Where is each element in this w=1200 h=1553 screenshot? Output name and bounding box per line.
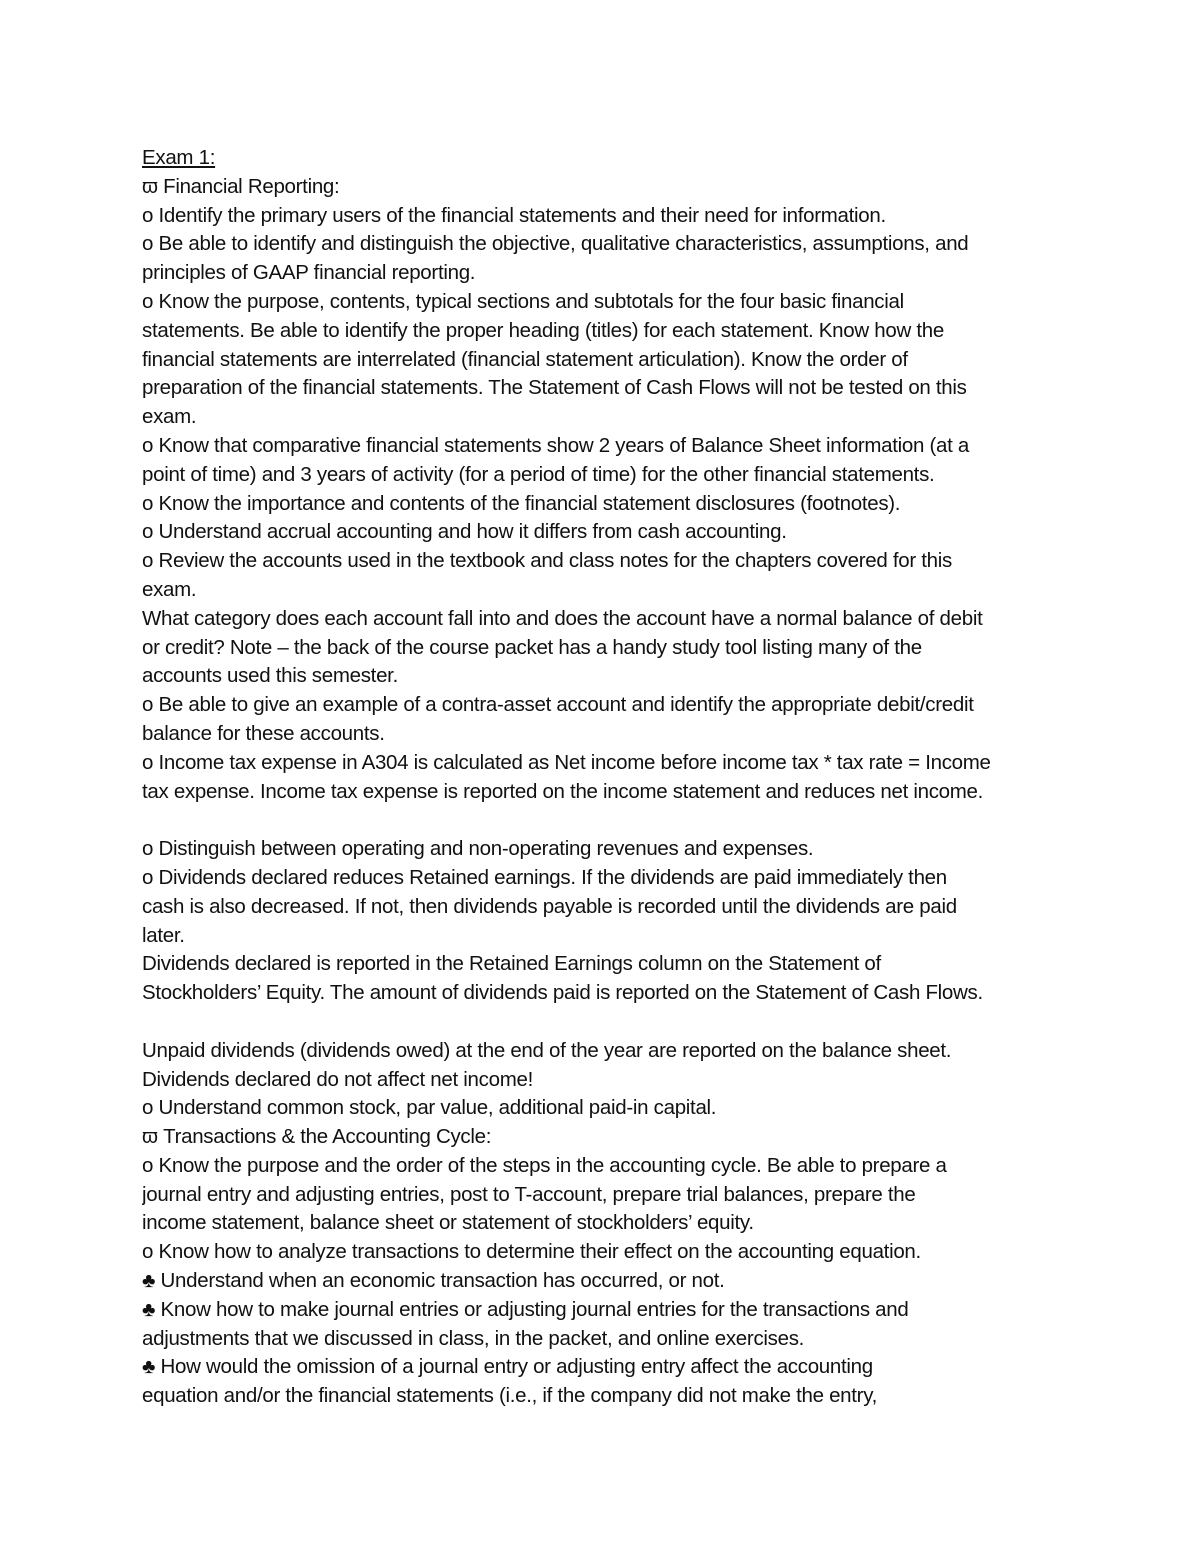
text-line: o Review the accounts used in the textbook and class notes for the chapters covered for this [142, 549, 952, 573]
text-line: ϖ Financial Reporting: [142, 174, 340, 198]
text-line: ♣ Know how to make journal entries or adjusting journal entries for the transactions and [142, 1297, 909, 1321]
text-line: o Distinguish between operating and non-operating revenues and expenses. [142, 837, 814, 861]
text-line: later. [142, 923, 185, 947]
text-line: o Understand common stock, par value, additional paid-in capital. [142, 1096, 717, 1120]
text-line: balance for these accounts. [142, 721, 385, 745]
document-title: Exam 1: [142, 146, 216, 169]
text-line: o Identify the primary users of the financial statements and their need for information. [142, 203, 886, 227]
text-line: Unpaid dividends (dividends owed) at the end of the year are reported on the balance sheet. [142, 1038, 952, 1062]
text-line: o Know the importance and contents of the financial statement disclosures (footnotes). [142, 491, 901, 515]
text-line: ♣ How would the omission of a journal entry or adjusting entry affect the accounting [142, 1355, 873, 1379]
text-line: statements. Be able to identify the proper heading (titles) for each statement. Know how the [142, 318, 944, 342]
text-line: accounts used this semester. [142, 664, 398, 688]
text-line: o Know the purpose, contents, typical sections and subtotals for the four basic financial [142, 289, 904, 313]
text-line: o Income tax expense in A304 is calculated as Net income before income tax * tax rate = Income [142, 750, 991, 774]
text-line: Dividends declared is reported in the Retained Earnings column on the Statement of [142, 952, 881, 976]
text-line: tax expense. Income tax expense is reported on the income statement and reduces net income. [142, 779, 984, 803]
blank-line [142, 1008, 1077, 1037]
text-line: point of time) and 3 years of activity (for a period of time) for the other financial statements. [142, 462, 935, 486]
text-line: financial statements are interrelated (financial statement articulation). Know the order of [142, 347, 908, 371]
text-line: o Know the purpose and the order of the steps in the accounting cycle. Be able to prepare a [142, 1153, 947, 1177]
text-line: o Know that comparative financial statements show 2 years of Balance Sheet information (at a [142, 433, 970, 457]
text-line: ϖ Transactions & the Accounting Cycle: [142, 1125, 492, 1149]
text-line: Dividends declared do not affect net income! [142, 1067, 533, 1091]
text-line: exam. [142, 577, 197, 601]
text-line: o Be able to give an example of a contra-asset account and identify the appropriate debit/credit [142, 693, 974, 717]
document-body [142, 144, 1077, 1411]
text-line: preparation of the financial statements. The Statement of Cash Flows will not be tested on this [142, 376, 967, 400]
text-line: principles of GAAP financial reporting. [142, 261, 476, 285]
blank-line [142, 806, 1077, 835]
text-line: journal entry and adjusting entries, post to T-account, prepare trial balances, prepare the [142, 1182, 916, 1206]
text-line: Stockholders’ Equity. The amount of dividends paid is reported on the Statement of Cash Flows. [142, 981, 983, 1005]
text-line: income statement, balance sheet or statement of stockholders’ equity. [142, 1211, 754, 1235]
text-line: o Know how to analyze transactions to determine their effect on the accounting equation. [142, 1240, 921, 1264]
text-line: cash is also decreased. If not, then dividends payable is recorded until the dividends are paid [142, 894, 957, 918]
text-line: o Understand accrual accounting and how it differs from cash accounting. [142, 520, 787, 544]
text-line: What category does each account fall into and does the account have a normal balance of debit [142, 606, 983, 630]
text-line: equation and/or the financial statements (i.e., if the company did not make the entry, [142, 1384, 878, 1408]
text-line: or credit? Note – the back of the course packet has a handy study tool listing many of the [142, 635, 922, 659]
text-line: adjustments that we discussed in class, in the packet, and online exercises. [142, 1326, 805, 1350]
text-line: exam. [142, 405, 197, 429]
text-line: o Dividends declared reduces Retained earnings. If the dividends are paid immediately then [142, 865, 947, 889]
text-line: ♣ Understand when an economic transaction has occurred, or not. [142, 1269, 725, 1293]
document-lines [142, 173, 1077, 1411]
text-line: o Be able to identify and distinguish the objective, qualitative characteristics, assumptions, and [142, 232, 969, 256]
